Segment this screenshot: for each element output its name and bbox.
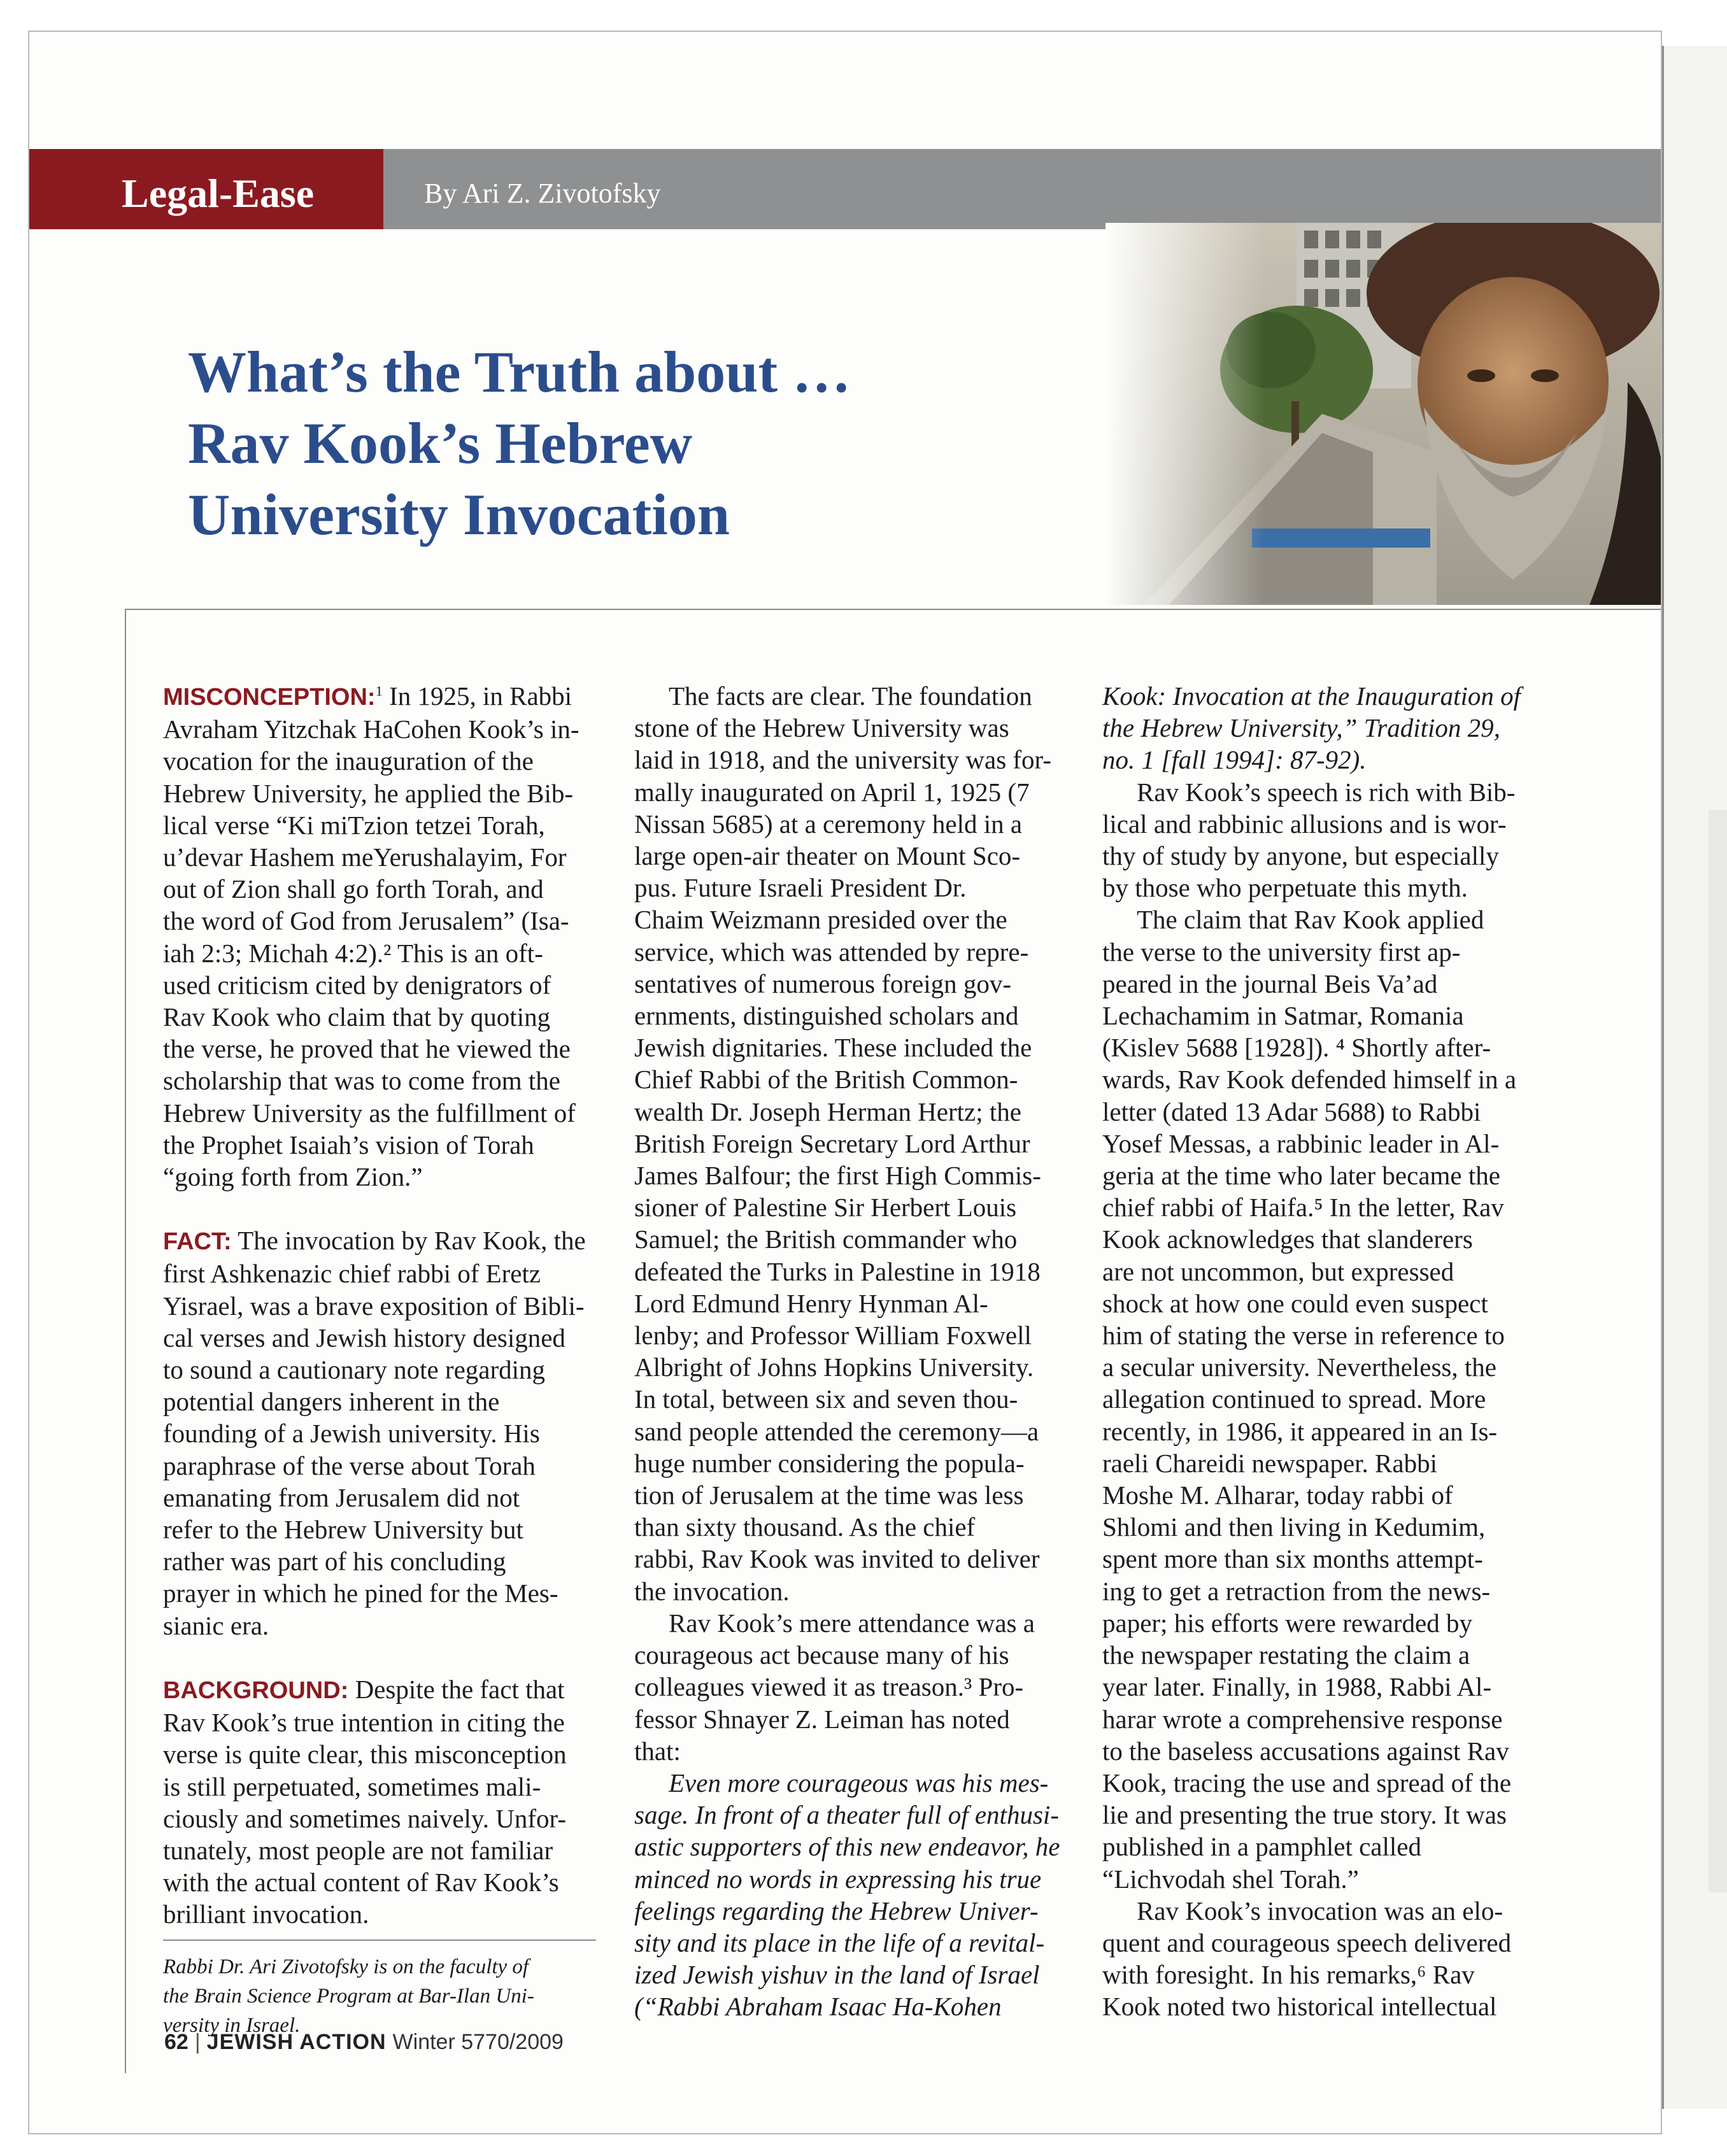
text-line: to sound a cautionary note regarding	[163, 1355, 546, 1385]
text-line: the verse to the university first ap-	[1102, 937, 1461, 967]
text-line: the verse, he proved that he viewed the	[163, 1034, 571, 1064]
text-line: In total, between six and seven thou-	[634, 1384, 1018, 1414]
text-line: Chaim Weizmann presided over the	[634, 905, 1007, 935]
byline: By Ari Z. Zivotofsky	[424, 178, 661, 209]
text-line: Kook acknowledges that slanderers	[1102, 1224, 1473, 1254]
text-line: Shlomi and then living in Kedumim,	[1102, 1512, 1486, 1542]
quote-line: (“Rabbi Abraham Isaac Ha-Kohen	[634, 1992, 1002, 2022]
text-line: potential dangers inherent in the	[163, 1387, 500, 1417]
text-line: sentatives of numerous foreign gov-	[634, 968, 1012, 998]
text-line: u’devar Hashem meYerushalayim, For	[163, 842, 567, 872]
headline	[188, 336, 1079, 550]
text-line: cal verses and Jewish history designed	[163, 1323, 565, 1352]
text-line: the Prophet Isaiah’s vision of Torah	[163, 1130, 534, 1160]
text-line: is still perpetuated, sometimes mali-	[163, 1771, 541, 1801]
text-line: courageous act because many of his	[634, 1640, 1009, 1670]
headline-line: University Invocation	[188, 482, 730, 547]
text-line: “going forth from Zion.”	[163, 1162, 423, 1192]
text-line: peared in the journal Beis Va’ad	[1102, 968, 1438, 998]
text-line: prayer in which he pined for the Mes-	[163, 1578, 558, 1608]
text-line: Rav Kook’s speech is rich with Bib-	[1137, 777, 1516, 807]
quote-line: astic supporters of this new endeavor, he	[634, 1832, 1060, 1862]
paragraph	[1102, 1895, 1586, 2023]
text-line: Nissan 5685) at a ceremony held in a	[634, 809, 1023, 839]
text-line: Chief Rabbi of the British Common-	[634, 1065, 1018, 1095]
text-line: rather was part of his concluding	[163, 1547, 506, 1577]
text-line: Hebrew University, he applied the Bib-	[163, 778, 574, 808]
text-line: Rav Kook’s mere attendance was a	[669, 1608, 1035, 1638]
text-line: refer to the Hebrew University but	[163, 1515, 523, 1545]
footnote-marker: 1	[375, 683, 383, 699]
text-line: a secular university. Nevertheless, the	[1102, 1352, 1496, 1382]
text-line: (Kislev 5688 [1928]). ⁴ Shortly after-	[1102, 1033, 1491, 1063]
text-line: stone of the Hebrew University was	[634, 713, 1009, 743]
bio-line: versity in Israel.	[163, 2013, 301, 2037]
issue-date: Winter 5770/2009	[392, 2030, 564, 2054]
text-line: to the baseless accusations against Rav	[1102, 1736, 1509, 1766]
text-line: spent more than six months attempt-	[1102, 1544, 1483, 1574]
text-line: sand people attended the ceremony—a	[634, 1416, 1039, 1446]
text-line: tunately, most people are not familiar	[163, 1835, 553, 1865]
headline-line: Rav Kook’s Hebrew	[188, 411, 693, 476]
misconception-section	[163, 680, 609, 1193]
text-line: Samuel; the British commander who	[634, 1224, 1018, 1254]
text-line: wealth Dr. Joseph Herman Hertz; the	[634, 1096, 1021, 1126]
text-line: lenby; and Professor William Foxwell	[634, 1321, 1032, 1351]
text-line: Kook, tracing the use and spread of the	[1102, 1768, 1512, 1798]
text-line: year later. Finally, in 1988, Rabbi Al-	[1102, 1672, 1492, 1702]
citation-line: no. 1 [fall 1994]: 87-92).	[1102, 745, 1367, 775]
text-line: emanating from Jerusalem did not	[163, 1482, 520, 1512]
text-line: colleagues viewed it as treason.³ Pro-	[634, 1672, 1024, 1702]
text-line: used criticism cited by denigrators of	[163, 970, 551, 1000]
fact-label: FACT:	[163, 1228, 232, 1256]
text-line: Moshe M. Alharar, today rabbi of	[1102, 1480, 1453, 1510]
text-line: ing to get a retraction from the news-	[1102, 1576, 1491, 1606]
text-line: published in a pamphlet called	[1102, 1832, 1421, 1862]
article-column-2	[634, 680, 1080, 2023]
text-line: paraphrase of the verse about Torah	[163, 1450, 536, 1480]
text-line: “Lichvodah shel Torah.”	[1102, 1864, 1359, 1894]
text-line: sioner of Palestine Sir Herbert Louis	[634, 1193, 1017, 1223]
paragraph	[1102, 776, 1586, 904]
text-line: Kook noted two historical intellectual	[1102, 1992, 1497, 2022]
bio-line: the Brain Science Program at Bar-Ilan Uni-	[163, 1984, 534, 2008]
text-line: thy of study by anyone, but especially	[1102, 841, 1499, 871]
text-line: ernments, distinguished scholars and	[634, 1001, 1019, 1031]
text-line: the newspaper restating the claim a	[1102, 1640, 1470, 1670]
text-line: Hebrew University as the fulfillment of	[163, 1098, 576, 1128]
text-line: huge number considering the popula-	[634, 1448, 1025, 1478]
text-line: geria at the time who later became the	[1102, 1161, 1500, 1191]
text-line: are not uncommon, but expressed	[1102, 1256, 1454, 1286]
article-left-rule	[125, 609, 126, 2073]
footer-separator: |	[194, 2030, 201, 2054]
text-line: scholarship that was to come from the	[163, 1066, 560, 1096]
text-line: large open-air theater on Mount Sco-	[634, 841, 1021, 871]
citation-line: the Hebrew University,” Tradition 29,	[1102, 713, 1500, 743]
quote-line: ized Jewish yishuv in the land of Israel	[634, 1960, 1040, 1990]
text-line: iah 2:3; Michah 4:2).² This is an oft-	[163, 938, 543, 968]
text-line: James Balfour; the first High Commis-	[634, 1161, 1041, 1191]
background-label: BACKGROUND:	[163, 1677, 349, 1704]
text-line: the word of God from Jerusalem” (Isa-	[163, 906, 569, 936]
section-gap	[163, 1642, 609, 1673]
text-line: Lord Edmund Henry Hynman Al-	[634, 1288, 988, 1318]
text-line: with the actual content of Rav Kook’s	[163, 1868, 559, 1897]
text-line: British Foreign Secretary Lord Arthur	[634, 1128, 1030, 1158]
text-line: quent and courageous speech delivered	[1102, 1927, 1512, 1957]
text-line: lical verse “Ki miTzion tetzei Torah,	[163, 810, 545, 840]
article-column-3	[1102, 680, 1586, 2023]
quote-line: feelings regarding the Hebrew Univer-	[634, 1896, 1039, 1926]
adjacent-page-edge	[1662, 46, 1727, 2109]
text-line: In 1925, in Rabbi	[389, 681, 572, 711]
text-line: recently, in 1986, it appeared in an Is-	[1102, 1416, 1498, 1446]
text-line: harar wrote a comprehensive response	[1102, 1704, 1503, 1734]
text-line: him of stating the verse in reference to	[1102, 1321, 1505, 1351]
text-line: raeli Chareidi newspaper. Rabbi	[1102, 1448, 1437, 1478]
block-quote	[634, 1767, 1080, 2023]
text-line: Rav Kook who claim that by quoting	[163, 1002, 551, 1032]
text-line: tion of Jerusalem at the time was less	[634, 1480, 1024, 1510]
text-line: rabbi, Rav Kook was invited to deliver	[634, 1544, 1040, 1574]
text-line: allegation continued to spread. More	[1102, 1384, 1486, 1414]
text-line: out of Zion shall go forth Torah, and	[163, 874, 544, 904]
section-gap	[163, 1193, 609, 1224]
text-line: shock at how one could even suspect	[1102, 1288, 1488, 1318]
text-line: Lechachamim in Satmar, Romania	[1102, 1001, 1464, 1031]
bio-rule	[163, 1940, 596, 1941]
magazine-name: JEWISH ACTION	[206, 2030, 387, 2054]
text-line: wards, Rav Kook defended himself in a	[1102, 1065, 1517, 1095]
text-line: that:	[634, 1736, 681, 1766]
page-number: 62	[164, 2030, 188, 2054]
quote-line: sage. In front of a theater full of enthusi-	[634, 1800, 1059, 1830]
text-line: ciously and sometimes naively. Unfor-	[163, 1803, 567, 1833]
text-line: with foresight. In his remarks,⁶ Rav	[1102, 1960, 1475, 1990]
text-line: fessor Shnayer Z. Leiman has noted	[634, 1704, 1010, 1734]
text-line: Albright of Johns Hopkins University.	[634, 1352, 1034, 1382]
text-line: The claim that Rav Kook applied	[1137, 905, 1484, 935]
fact-section	[163, 1224, 609, 1642]
text-line: lical and rabbinic allusions and is wor-	[1102, 809, 1507, 839]
text-line: verse is quite clear, this misconception	[163, 1740, 567, 1769]
text-line: letter (dated 13 Adar 5688) to Rabbi	[1102, 1096, 1481, 1126]
magazine-page	[28, 31, 1662, 2134]
text-line: Rav Kook’s true intention in citing the	[163, 1708, 565, 1738]
text-line: defeated the Turks in Palestine in 1918	[634, 1256, 1041, 1286]
text-line: by those who perpetuate this myth.	[1102, 873, 1468, 903]
text-line: the invocation.	[634, 1576, 790, 1606]
text-line: Rav Kook’s invocation was an elo-	[1137, 1896, 1503, 1926]
citation	[1102, 680, 1586, 776]
paragraph	[634, 1607, 1080, 1767]
text-line: The facts are clear. The foundation	[669, 681, 1032, 711]
text-line: service, which was attended by repre-	[634, 937, 1029, 967]
text-line: pus. Future Israeli President Dr.	[634, 873, 967, 903]
text-line: Yisrael, was a brave exposition of Bibli-	[163, 1291, 585, 1321]
text-line: founding of a Jewish university. His	[163, 1419, 540, 1449]
text-line: lie and presenting the true story. It was	[1102, 1800, 1507, 1830]
text-line: mally inaugurated on April 1, 1925 (7	[634, 777, 1030, 807]
quote-line: sity and its place in the life of a revital-	[634, 1927, 1045, 1957]
quote-line: minced no words in expressing his true	[634, 1864, 1042, 1894]
text-line: vocation for the inauguration of the	[163, 746, 534, 776]
paragraph	[634, 680, 1080, 1607]
headline-line: What’s the Truth about …	[188, 339, 851, 404]
text-line: chief rabbi of Haifa.⁵ In the letter, Rav	[1102, 1193, 1504, 1223]
quote-line: Even more courageous was his mes-	[669, 1768, 1049, 1798]
misconception-label: MISCONCEPTION:	[163, 684, 376, 711]
text-line: sianic era.	[163, 1610, 269, 1640]
text-line: paper; his efforts were rewarded by	[1102, 1608, 1472, 1638]
text-line: than sixty thousand. As the chief	[634, 1512, 976, 1542]
article-top-rule	[125, 609, 1662, 610]
text-line: The invocation by Rav Kook, the	[238, 1226, 586, 1256]
text-line: Despite the fact that	[355, 1674, 565, 1704]
bio-line: Rabbi Dr. Ari Zivotofsky is on the faculty of	[163, 1955, 529, 1978]
adjacent-page-text-strip	[1709, 810, 1727, 1892]
text-line: Avraham Yitzchak HaCohen Kook’s in-	[163, 714, 579, 744]
text-line: laid in 1918, and the university was for-	[634, 745, 1052, 775]
text-line: first Ashkenazic chief rabbi of Eretz	[163, 1259, 541, 1289]
rav-kook-photo	[1105, 223, 1662, 605]
text-line: Yosef Messas, a rabbinic leader in Al-	[1102, 1128, 1500, 1158]
paragraph	[1102, 904, 1586, 1894]
article-column-1	[163, 680, 609, 2040]
department-label: Legal-Ease	[122, 171, 315, 216]
text-line: brilliant invocation.	[163, 1899, 369, 1929]
author-bio	[163, 1952, 609, 2040]
text-line: Jewish dignitaries. These included the	[634, 1033, 1032, 1063]
citation-line: Kook: Invocation at the Inauguration of	[1102, 681, 1521, 711]
background-section	[163, 1673, 609, 1931]
page-footer	[164, 2030, 564, 2055]
